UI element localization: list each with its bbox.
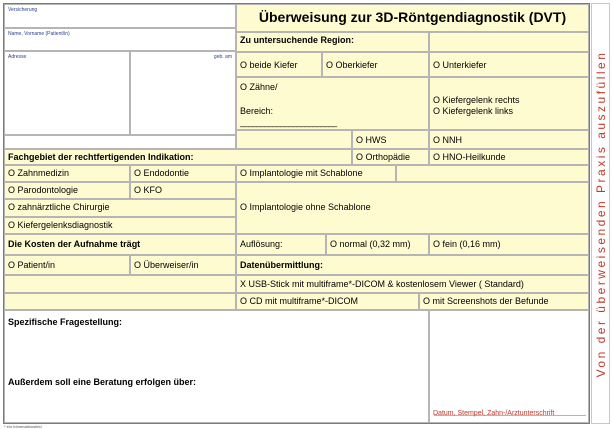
geb-field[interactable] bbox=[130, 51, 236, 135]
region-blank-cell bbox=[236, 130, 352, 149]
referral-form bbox=[3, 3, 590, 424]
option-endodontie[interactable]: O Endodontie bbox=[130, 165, 236, 182]
option-orthopaedie[interactable]: O Orthopädie bbox=[352, 149, 429, 165]
aufloesung-label: Auflösung: bbox=[236, 234, 326, 255]
beratung-label: Außerdem soll eine Beratung erfolgen über: bbox=[8, 377, 197, 387]
name-label: Name, Vorname (Patient/in) bbox=[8, 31, 70, 37]
option-unterkiefer[interactable]: O Unterkiefer bbox=[429, 52, 589, 77]
option-implant-ohne[interactable]: O Implantologie ohne Schablone bbox=[236, 182, 589, 234]
option-kiefergelenksdiagnostik[interactable]: O Kiefergelenksdiagnostik bbox=[4, 217, 236, 234]
indikation-blank-1 bbox=[396, 165, 589, 182]
kiefergelenk-rechts: O Kiefergelenk rechts bbox=[433, 95, 520, 105]
option-fein[interactable]: O fein (0,16 mm) bbox=[429, 234, 589, 255]
option-cd[interactable]: O CD mit multiframe*-DICOM bbox=[236, 293, 419, 310]
footer-note: * ein Informationsfeld bbox=[4, 424, 42, 429]
region-heading: Zu untersuchende Region: bbox=[236, 32, 429, 52]
kosten-blank-1 bbox=[4, 275, 236, 293]
spezifische-fragestellung-label: Spezifische Fragestellung: bbox=[8, 317, 123, 327]
bereich-line: ________________________ bbox=[240, 117, 337, 127]
option-usb[interactable]: X USB-Stick mit multiframe*-DICOM & kostenlosem Viewer ( Standard) bbox=[236, 275, 589, 293]
zaehne-label: O Zähne/ bbox=[240, 82, 278, 92]
option-implant-mit[interactable]: O Implantologie mit Schablone bbox=[236, 165, 396, 182]
name-field[interactable] bbox=[4, 28, 236, 51]
fragestellung-box[interactable] bbox=[4, 310, 429, 423]
geb-label: geb. am bbox=[213, 54, 232, 60]
bereich-label: Bereich: bbox=[240, 106, 274, 116]
region-heading-spacer bbox=[429, 32, 589, 52]
option-beide-kiefer[interactable]: O beide Kiefer bbox=[236, 52, 322, 77]
option-zaehne[interactable] bbox=[236, 77, 429, 130]
versicherung-label: Versicherung bbox=[8, 7, 38, 13]
option-hws[interactable]: O HWS bbox=[352, 130, 429, 149]
option-chirurgie[interactable]: O zahnärztliche Chirurgie bbox=[4, 199, 236, 217]
option-normal[interactable]: O normal (0,32 mm) bbox=[326, 234, 429, 255]
option-patient[interactable]: O Patient/in bbox=[4, 255, 130, 275]
kosten-blank-2 bbox=[4, 293, 236, 310]
adresse-field[interactable] bbox=[4, 51, 130, 135]
option-oberkiefer[interactable]: O Oberkiefer bbox=[322, 52, 429, 77]
option-kiefergelenk[interactable] bbox=[429, 77, 589, 130]
vertical-side-note bbox=[591, 3, 610, 424]
kiefergelenk-links: O Kiefergelenk links bbox=[433, 106, 514, 116]
patient-spacer bbox=[4, 135, 236, 149]
option-kfo[interactable]: O KFO bbox=[130, 182, 236, 199]
signature-label: Datum, Stempel, Zahn-/Arztunterschrift bbox=[433, 410, 555, 417]
adresse-label: Adresse bbox=[8, 54, 27, 60]
indikation-heading: Fachgebiet der rechtfertigenden Indikation: bbox=[4, 149, 352, 165]
daten-heading: Datenübermittlung: bbox=[236, 255, 589, 275]
versicherung-field[interactable] bbox=[4, 4, 236, 28]
option-parodontologie[interactable]: O Parodontologie bbox=[4, 182, 130, 199]
form-title: Überweisung zur 3D-Röntgendiagnostik (DVT) bbox=[236, 4, 589, 32]
option-zahnmedizin[interactable]: O Zahnmedizin bbox=[4, 165, 130, 182]
option-nnh[interactable]: O NNH bbox=[429, 130, 589, 149]
kosten-heading: Die Kosten der Aufnahme trägt bbox=[4, 234, 236, 255]
option-screenshots[interactable]: O mit Screenshots der Befunde bbox=[419, 293, 589, 310]
option-ueberweiser[interactable]: O Überweiser/in bbox=[130, 255, 236, 275]
signature-box[interactable] bbox=[429, 310, 589, 423]
vertical-side-text: Von der überweisenden Praxis auszufüllen bbox=[593, 50, 608, 377]
option-hno[interactable]: O HNO-Heilkunde bbox=[429, 149, 589, 165]
